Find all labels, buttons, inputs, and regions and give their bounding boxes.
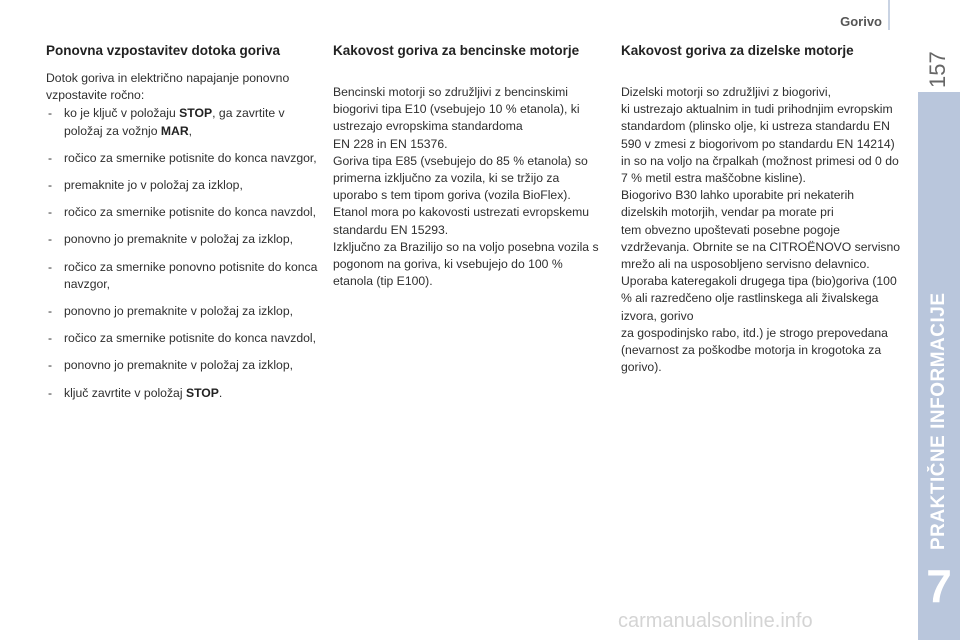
- list-item: - ponovno jo premaknite v položaj za izklop,: [46, 303, 318, 320]
- header-divider: [888, 0, 890, 30]
- watermark: carmanualsonline.info: [618, 610, 813, 632]
- column-fuel-restore: [46, 43, 318, 412]
- page-number: 157: [925, 51, 950, 89]
- list-item: - ko je ključ v položaju STOP, ga zavrtite v položaj za vožnjo MAR,: [46, 105, 318, 139]
- diesel-quality-text: Dizelski motorji so združljivi z biogorivi, ki ustrezajo aktualnim in tudi prihodnjim evropskim standardom (plinsko olje, ki ustreza standardu EN 590 v zmesi z biogorivom po standardu EN 14214) in so na voljo na črpalkah (možnost primesi od 0 do 7 % metil estra maščobne kisline). Biogorivo B30 lahko uporabite pri nekaterih dizelskih motorjih, vendar pa morate pri tem obvezno upoštevati posebne pogoje vzdrževanja. Obrnite se na CITROËNOVO servisno mrežo ali na usposobljeno servisno delavnico. Uporaba kateregakoli drugega tipa (bio)goriva (100 % ali razredčeno olje rastlinskega ali živalskega izvora, gorivo za gospodinjsko rabo, itd.) je strogo prepovedana (nevarnost za poškodbe motorja in krogotoka za gorivo).: [621, 85, 901, 375]
- list-item: - ključ zavrtite v položaj STOP.: [46, 385, 318, 402]
- list-item: - ročico za smernike potisnite do konca navzdol,: [46, 330, 318, 347]
- steps-list: [46, 105, 318, 401]
- list-item: - ponovno jo premaknite v položaj za izklop,: [46, 357, 318, 374]
- heading-fuel-restore: Ponovna vzpostavitev dotoka goriva: [46, 43, 281, 58]
- chapter-label: PRAKTIČNE INFORMACIJE: [928, 292, 949, 550]
- list-item: - ročico za smernike potisnite do konca navzgor,: [46, 150, 318, 167]
- heading-diesel-quality: Kakovost goriva za dizelske motorje: [621, 43, 854, 58]
- petrol-quality-text: Bencinski motorji so združljivi z bencinskimi biogorivi tipa E10 (vsebujejo 10 % etanola), ki ustrezajo evropskima standardoma EN 228 in EN 15376. Goriva tipa E85 (vsebujejo do 85 % etanola) so primerna izključno za vozila, ki se tržijo za uporabo s tem tipom goriva (vozila BioFlex). Etanol mora po kakovosti ustrezati evropskemu standardu EN 15293. Izključno za Brazilijo so na voljo posebna vozila s pogonom na goriva, ki vsebujejo do 100 % etanola (tip E100).: [333, 85, 599, 289]
- list-item: - ročico za smernike ponovno potisnite do konca navzgor,: [46, 259, 318, 293]
- intro-text: Dotok goriva in električno napajanje ponovno vzpostavite ročno:: [46, 71, 290, 103]
- list-item: - ponovno jo premaknite v položaj za izklop,: [46, 231, 318, 248]
- column-petrol-quality: [333, 43, 605, 290]
- list-item: - ročico za smernike potisnite do konca navzdol,: [46, 204, 318, 221]
- chapter-number: 7: [926, 560, 952, 612]
- column-diesel-quality: [621, 43, 901, 376]
- list-item: - premaknite jo v položaj za izklop,: [46, 177, 318, 194]
- heading-petrol-quality: Kakovost goriva za bencinske motorje: [333, 43, 580, 58]
- section-title: Gorivo: [840, 14, 882, 29]
